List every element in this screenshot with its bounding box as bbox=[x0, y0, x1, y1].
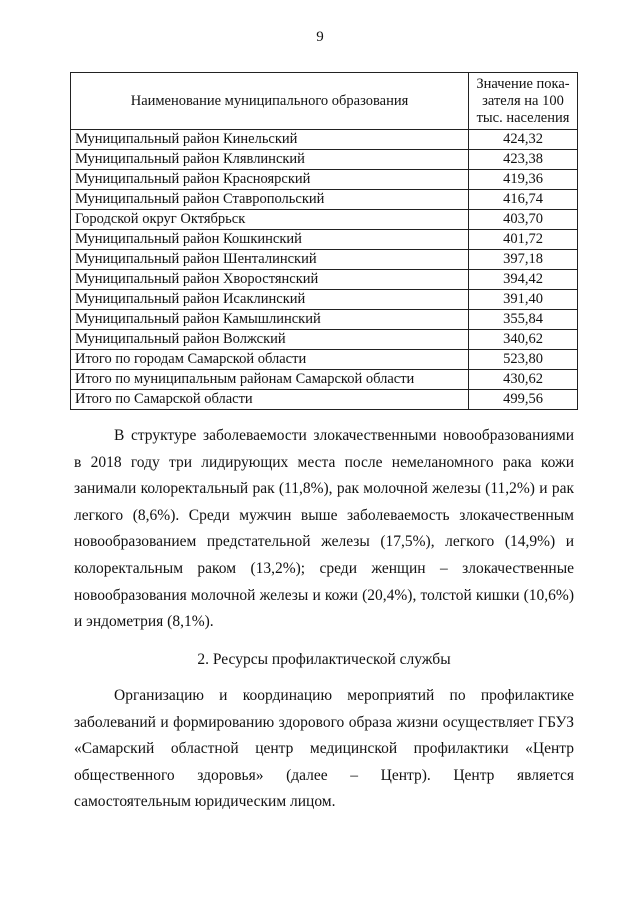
row-name: Муниципальный район Кинельский bbox=[71, 130, 469, 150]
table-row bbox=[71, 350, 578, 370]
table-row bbox=[71, 170, 578, 190]
row-name: Муниципальный район Волжский bbox=[71, 330, 469, 350]
table-row bbox=[71, 370, 578, 390]
row-value: 403,70 bbox=[469, 210, 578, 230]
row-name: Итого по Самарской области bbox=[71, 390, 469, 410]
table-row bbox=[71, 310, 578, 330]
table-row bbox=[71, 230, 578, 250]
row-name: Муниципальный район Шенталинский bbox=[71, 250, 469, 270]
table-row bbox=[71, 130, 578, 150]
paragraph-incidence-structure: В структуре заболеваемости злокачественными новообразованиями в 2018 году три лидирующих места после немеланомного рака кожи занимали колоректальный рак (11,8%), рак молочной железы (11,2%) и рак легкого (8,6%). Среди мужчин выше заболеваемость злокачественным новообразованием предстательной железы (17,5%), легкого (14,9%) и колоректальным раком (13,2%); среди женщин – злокачественные новообразования молочной железы и кожи (20,4%), толстой кишки (10,6%) и эндометрия (8,1%). bbox=[74, 427, 574, 631]
row-value: 499,56 bbox=[469, 390, 578, 410]
table-row bbox=[71, 270, 578, 290]
table-row bbox=[71, 250, 578, 270]
row-value: 401,72 bbox=[469, 230, 578, 250]
row-name: Муниципальный район Клявлинский bbox=[71, 150, 469, 170]
row-value: 416,74 bbox=[469, 190, 578, 210]
row-name: Муниципальный район Камышлинский bbox=[71, 310, 469, 330]
row-value: 424,32 bbox=[469, 130, 578, 150]
row-value: 355,84 bbox=[469, 310, 578, 330]
paragraph-organization: Организацию и координацию мероприятий по профилактике заболеваний и формированию здорового образа жизни осуществляет ГБУЗ «Самарский областной центр медицинской профилактики «Центр общественного здоровья» (далее – Центр). Центр является самостоятельным юридическим лицом. bbox=[74, 687, 574, 811]
row-value: 423,38 bbox=[469, 150, 578, 170]
row-name: Муниципальный район Ставропольский bbox=[71, 190, 469, 210]
header-name: Наименование муниципального образования bbox=[71, 73, 469, 130]
row-value: 523,80 bbox=[469, 350, 578, 370]
row-value: 397,18 bbox=[469, 250, 578, 270]
row-value: 394,42 bbox=[469, 270, 578, 290]
row-value: 340,62 bbox=[469, 330, 578, 350]
row-value: 430,62 bbox=[469, 370, 578, 390]
row-name: Итого по городам Самарской области bbox=[71, 350, 469, 370]
table-row bbox=[71, 150, 578, 170]
header-value: Значение пока-зателя на 100 тыс. населения bbox=[469, 73, 578, 130]
row-name: Городской округ Октябрьск bbox=[71, 210, 469, 230]
table-body bbox=[71, 130, 578, 410]
table-row bbox=[71, 210, 578, 230]
incidence-table bbox=[70, 72, 578, 410]
table-row bbox=[71, 390, 578, 410]
table-header-row bbox=[71, 73, 578, 130]
table-row bbox=[71, 190, 578, 210]
row-name: Итого по муниципальным районам Самарской области bbox=[71, 370, 469, 390]
row-name: Муниципальный район Исаклинский bbox=[71, 290, 469, 310]
row-name: Муниципальный район Кошкинский bbox=[71, 230, 469, 250]
row-name: Муниципальный район Хворостянский bbox=[71, 270, 469, 290]
row-name: Муниципальный район Красноярский bbox=[71, 170, 469, 190]
row-value: 419,36 bbox=[469, 170, 578, 190]
page-number: 9 bbox=[316, 29, 324, 45]
table-row bbox=[71, 290, 578, 310]
row-value: 391,40 bbox=[469, 290, 578, 310]
table-row bbox=[71, 330, 578, 350]
section-heading: 2. Ресурсы профилактической службы bbox=[197, 651, 451, 668]
